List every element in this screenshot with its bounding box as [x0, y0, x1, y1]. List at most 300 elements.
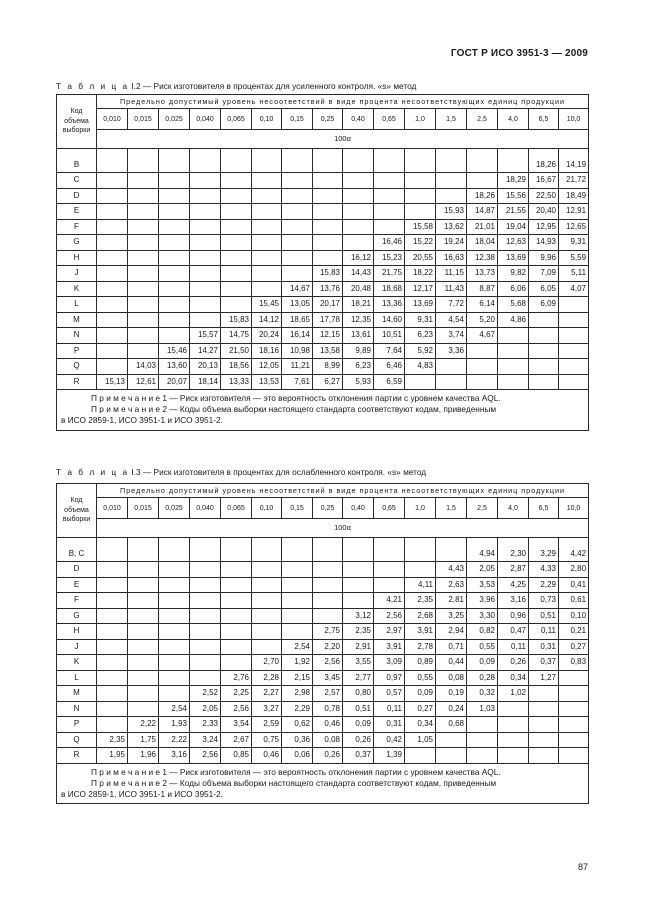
value-cell: [128, 639, 159, 655]
table-caption-i3: [56, 467, 426, 477]
value-cell: 9,96: [529, 250, 559, 266]
value-cell: [282, 219, 313, 235]
value-cell: [159, 219, 190, 235]
note-1: [61, 393, 584, 404]
value-cell: 13,69: [405, 297, 436, 313]
aql-header-cell: 0,015: [128, 498, 159, 519]
value-cell: [252, 204, 282, 220]
value-cell: 13,60: [159, 359, 190, 375]
row-code-cell: N: [57, 701, 97, 717]
value-cell: 0,57: [374, 686, 405, 702]
value-cell: 2,56: [190, 748, 221, 764]
value-cell: 20,55: [405, 250, 436, 266]
kod-header: Код объема выборки: [57, 95, 97, 149]
value-cell: 15,46: [159, 343, 190, 359]
value-cell: 2,30: [498, 538, 529, 562]
value-cell: [559, 297, 589, 313]
value-cell: [436, 748, 467, 764]
value-cell: 2,81: [436, 593, 467, 609]
table-row: [57, 562, 589, 578]
value-cell: 13,58: [313, 343, 343, 359]
value-cell: [190, 538, 221, 562]
value-cell: [97, 173, 128, 189]
value-cell: [128, 235, 159, 251]
value-cell: 21,75: [374, 266, 405, 282]
value-cell: [97, 577, 128, 593]
value-cell: 2,87: [498, 562, 529, 578]
value-cell: 2,22: [159, 732, 190, 748]
value-cell: 2,77: [343, 670, 374, 686]
aql-header-cell: 6,5: [529, 109, 559, 130]
value-cell: [529, 686, 559, 702]
value-cell: [159, 608, 190, 624]
value-cell: 12,05: [252, 359, 282, 375]
value-cell: [559, 717, 589, 733]
value-cell: [97, 717, 128, 733]
value-cell: 5,11: [559, 266, 589, 282]
value-cell: 12,15: [313, 328, 343, 344]
row-code-cell: F: [57, 593, 97, 609]
value-cell: [405, 149, 436, 173]
value-cell: 2,98: [282, 686, 313, 702]
value-cell: [252, 562, 282, 578]
value-cell: [343, 235, 374, 251]
table-row: [57, 374, 589, 390]
value-cell: [221, 562, 252, 578]
value-cell: 19,04: [498, 219, 529, 235]
value-cell: 12,95: [529, 219, 559, 235]
value-cell: [313, 593, 343, 609]
row-code-cell: K: [57, 655, 97, 671]
table-row: [57, 281, 589, 297]
value-cell: [282, 250, 313, 266]
value-cell: [190, 281, 221, 297]
value-cell: [313, 250, 343, 266]
value-cell: [190, 593, 221, 609]
value-cell: [159, 297, 190, 313]
value-cell: [559, 328, 589, 344]
value-cell: 3,74: [436, 328, 467, 344]
value-cell: [190, 639, 221, 655]
value-cell: 17,78: [313, 312, 343, 328]
value-cell: [374, 149, 405, 173]
value-cell: [343, 204, 374, 220]
value-cell: [374, 173, 405, 189]
value-cell: [467, 374, 498, 390]
value-cell: 21,01: [467, 219, 498, 235]
value-cell: [374, 204, 405, 220]
value-cell: 2,67: [221, 732, 252, 748]
value-cell: 5,20: [467, 312, 498, 328]
value-cell: [529, 701, 559, 717]
value-cell: [159, 235, 190, 251]
value-cell: [159, 624, 190, 640]
value-cell: [559, 748, 589, 764]
value-cell: 1,75: [128, 732, 159, 748]
header-row-unit: [57, 519, 589, 538]
value-cell: [128, 188, 159, 204]
value-cell: 2,97: [374, 624, 405, 640]
table-row: [57, 701, 589, 717]
value-cell: 0,34: [498, 670, 529, 686]
value-cell: 13,76: [313, 281, 343, 297]
value-cell: 13,73: [467, 266, 498, 282]
value-cell: [252, 235, 282, 251]
value-cell: 0,34: [405, 717, 436, 733]
value-cell: 0,51: [529, 608, 559, 624]
value-cell: [252, 639, 282, 655]
aql-header-cell: 0,15: [282, 109, 313, 130]
value-cell: 20,13: [190, 359, 221, 375]
value-cell: 14,67: [282, 281, 313, 297]
value-cell: [97, 655, 128, 671]
value-cell: [252, 250, 282, 266]
value-cell: [128, 624, 159, 640]
value-cell: 0,41: [559, 577, 589, 593]
value-cell: 0,47: [498, 624, 529, 640]
value-cell: 0,08: [436, 670, 467, 686]
value-cell: 7,61: [282, 374, 313, 390]
kod-header: Код объема выборки: [57, 484, 97, 538]
row-code-cell: P: [57, 717, 97, 733]
value-cell: 4,67: [467, 328, 498, 344]
value-cell: [529, 359, 559, 375]
value-cell: [221, 297, 252, 313]
value-cell: [159, 173, 190, 189]
value-cell: 15,22: [405, 235, 436, 251]
note-2-continuation: в ИСО 2859-1, ИСО 3951-1 и ИСО 3951-2.: [61, 415, 223, 426]
value-cell: 2,25: [221, 686, 252, 702]
value-cell: 0,08: [313, 732, 343, 748]
table-caption-i2: [56, 81, 416, 91]
value-cell: [343, 593, 374, 609]
value-cell: [282, 173, 313, 189]
row-code-cell: J: [57, 266, 97, 282]
value-cell: [190, 312, 221, 328]
value-cell: 0,27: [559, 639, 589, 655]
row-code-cell: M: [57, 312, 97, 328]
value-cell: [128, 250, 159, 266]
value-cell: 2,22: [128, 717, 159, 733]
table-row: [57, 343, 589, 359]
value-cell: 0,71: [436, 639, 467, 655]
value-cell: [221, 608, 252, 624]
value-cell: 0,96: [498, 608, 529, 624]
value-cell: [374, 219, 405, 235]
aql-header-cell: 0,065: [221, 109, 252, 130]
value-cell: 2,33: [190, 717, 221, 733]
value-cell: [282, 266, 313, 282]
header-row-aql: [57, 109, 589, 130]
value-cell: [313, 235, 343, 251]
value-cell: [313, 219, 343, 235]
header-row-title: [57, 95, 589, 109]
note-1: [61, 767, 584, 778]
value-cell: [436, 538, 467, 562]
value-cell: 11,43: [436, 281, 467, 297]
aql-header-cell: 1,0: [405, 498, 436, 519]
value-cell: [343, 149, 374, 173]
row-code-cell: L: [57, 297, 97, 313]
table-row: [57, 359, 589, 375]
value-cell: [343, 173, 374, 189]
value-cell: 0,26: [313, 748, 343, 764]
row-code-cell: B: [57, 149, 97, 173]
value-cell: 0,46: [252, 748, 282, 764]
value-cell: 3,54: [221, 717, 252, 733]
value-cell: 14,03: [128, 359, 159, 375]
value-cell: [97, 188, 128, 204]
note-1-text: — Риск изготовителя — это вероятность отклонения партии с уровнем качества AQL.: [166, 393, 501, 403]
value-cell: 2,54: [159, 701, 190, 717]
value-cell: [128, 281, 159, 297]
note-2-text: — Коды объема выборки настоящего стандарта соответствуют кодам, приведенным: [166, 404, 497, 415]
value-cell: 0,46: [313, 717, 343, 733]
value-cell: 0,61: [559, 593, 589, 609]
value-cell: [97, 281, 128, 297]
value-cell: 12,38: [467, 250, 498, 266]
table-row: [57, 670, 589, 686]
value-cell: [128, 593, 159, 609]
table-row: [57, 686, 589, 702]
value-cell: 0,85: [221, 748, 252, 764]
value-cell: 0,55: [405, 670, 436, 686]
aql-header-cell: 0,040: [190, 498, 221, 519]
value-cell: 3,24: [190, 732, 221, 748]
value-cell: [97, 250, 128, 266]
value-cell: 18,26: [529, 149, 559, 173]
value-cell: [467, 732, 498, 748]
value-cell: 4,25: [498, 577, 529, 593]
value-cell: [529, 328, 559, 344]
value-cell: [282, 624, 313, 640]
value-cell: [190, 297, 221, 313]
value-cell: [467, 717, 498, 733]
value-cell: 6,09: [529, 297, 559, 313]
value-cell: 6,46: [374, 359, 405, 375]
value-cell: [405, 188, 436, 204]
value-cell: 0,11: [529, 624, 559, 640]
value-cell: 0,82: [467, 624, 498, 640]
row-code-cell: H: [57, 250, 97, 266]
header-row-aql: [57, 498, 589, 519]
value-cell: [467, 359, 498, 375]
value-cell: 2,05: [467, 562, 498, 578]
value-cell: [159, 149, 190, 173]
value-cell: 0,75: [252, 732, 282, 748]
value-cell: [405, 374, 436, 390]
value-cell: 9,31: [405, 312, 436, 328]
table-row: [57, 655, 589, 671]
value-cell: [252, 266, 282, 282]
value-cell: 15,23: [374, 250, 405, 266]
value-cell: 4,21: [374, 593, 405, 609]
note-1-label: П р и м е ч а н и е 1: [91, 393, 167, 403]
value-cell: [190, 266, 221, 282]
value-cell: [159, 670, 190, 686]
row-code-cell: B, C: [57, 538, 97, 562]
value-cell: [221, 593, 252, 609]
value-cell: 3,16: [498, 593, 529, 609]
value-cell: [221, 219, 252, 235]
value-cell: [159, 188, 190, 204]
value-cell: 2,35: [97, 732, 128, 748]
value-cell: 0,78: [313, 701, 343, 717]
value-cell: 15,13: [97, 374, 128, 390]
value-cell: [97, 686, 128, 702]
value-cell: [190, 250, 221, 266]
value-cell: 6,27: [313, 374, 343, 390]
table-row: [57, 219, 589, 235]
value-cell: [467, 343, 498, 359]
value-cell: [97, 538, 128, 562]
value-cell: [97, 593, 128, 609]
aql-title-header: Предельно допустимый уровень несоответствий в виде процента несоответствующих единиц продукции: [97, 95, 589, 109]
aql-header-cell: 1,5: [436, 109, 467, 130]
value-cell: [436, 188, 467, 204]
page-number: 87: [577, 862, 588, 872]
value-cell: [498, 359, 529, 375]
value-cell: 3,29: [529, 538, 559, 562]
value-cell: 21,50: [221, 343, 252, 359]
value-cell: 14,93: [529, 235, 559, 251]
table-row: [57, 312, 589, 328]
value-cell: [190, 562, 221, 578]
value-cell: [97, 562, 128, 578]
table-row: [57, 538, 589, 562]
value-cell: 11,15: [436, 266, 467, 282]
value-cell: [436, 732, 467, 748]
value-cell: 19,24: [436, 235, 467, 251]
value-cell: 4,43: [436, 562, 467, 578]
value-cell: [128, 173, 159, 189]
value-cell: 20,07: [159, 374, 190, 390]
value-cell: [159, 639, 190, 655]
aql-header-cell: 4,0: [498, 109, 529, 130]
value-cell: 18,49: [559, 188, 589, 204]
value-cell: [498, 748, 529, 764]
value-cell: 9,82: [498, 266, 529, 282]
value-cell: [498, 328, 529, 344]
value-cell: 0,11: [374, 701, 405, 717]
value-cell: 0,73: [529, 593, 559, 609]
value-cell: [313, 562, 343, 578]
value-cell: 15,58: [405, 219, 436, 235]
aql-header-cell: 4,0: [498, 498, 529, 519]
note-1-text: — Риск изготовителя — это вероятность отклонения партии с уровнем качества AQL.: [166, 766, 501, 777]
note-2-label: П р и м е ч а н и е 2: [91, 404, 167, 415]
value-cell: [436, 359, 467, 375]
row-code-cell: E: [57, 577, 97, 593]
value-cell: [97, 343, 128, 359]
value-cell: [405, 748, 436, 764]
value-cell: 6,05: [529, 281, 559, 297]
value-cell: [374, 538, 405, 562]
row-code-cell: G: [57, 235, 97, 251]
value-cell: 4,54: [436, 312, 467, 328]
value-cell: [97, 328, 128, 344]
row-code-cell: D: [57, 188, 97, 204]
value-cell: [467, 748, 498, 764]
row-code-cell: L: [57, 670, 97, 686]
value-cell: 2,57: [313, 686, 343, 702]
value-cell: [221, 235, 252, 251]
value-cell: [128, 328, 159, 344]
table-row: [57, 717, 589, 733]
value-cell: [159, 655, 190, 671]
value-cell: [282, 577, 313, 593]
value-cell: 18,26: [467, 188, 498, 204]
value-cell: 21,55: [498, 204, 529, 220]
value-cell: 1,27: [529, 670, 559, 686]
value-cell: [529, 374, 559, 390]
value-cell: [252, 593, 282, 609]
value-cell: [159, 266, 190, 282]
value-cell: 15,93: [436, 204, 467, 220]
value-cell: 0,68: [436, 717, 467, 733]
value-cell: [436, 374, 467, 390]
value-cell: 2,35: [405, 593, 436, 609]
value-cell: [282, 538, 313, 562]
value-cell: 1,96: [128, 748, 159, 764]
value-cell: 4,42: [559, 538, 589, 562]
value-cell: [190, 655, 221, 671]
value-cell: [252, 281, 282, 297]
value-cell: 6,23: [343, 359, 374, 375]
value-cell: 10,51: [374, 328, 405, 344]
value-cell: [128, 701, 159, 717]
value-cell: [252, 577, 282, 593]
table-notes: [57, 763, 589, 804]
value-cell: [282, 235, 313, 251]
value-cell: 5,59: [559, 250, 589, 266]
caption-text: I.3 — Риск изготовителя в процентах для ослабленного контроля. «s» метод: [129, 467, 427, 477]
value-cell: [559, 701, 589, 717]
value-cell: [252, 188, 282, 204]
document-code: ГОСТ Р ИСО 3951-3 — 2009: [450, 48, 588, 59]
value-cell: [559, 359, 589, 375]
value-cell: [498, 374, 529, 390]
value-cell: [405, 173, 436, 189]
aql-header-cell: 0,015: [128, 109, 159, 130]
value-cell: 2,56: [221, 701, 252, 717]
value-cell: [313, 608, 343, 624]
value-cell: 3,91: [405, 624, 436, 640]
value-cell: 13,33: [221, 374, 252, 390]
value-cell: [128, 149, 159, 173]
value-cell: 5,92: [405, 343, 436, 359]
table-row: [57, 250, 589, 266]
table-row: [57, 593, 589, 609]
aql-header-cell: 0,010: [97, 498, 128, 519]
value-cell: [221, 173, 252, 189]
value-cell: [467, 173, 498, 189]
value-cell: [313, 577, 343, 593]
value-cell: 0,83: [559, 655, 589, 671]
value-cell: [190, 173, 221, 189]
value-cell: [529, 343, 559, 359]
value-cell: [221, 149, 252, 173]
value-cell: [128, 608, 159, 624]
value-cell: 13,61: [343, 328, 374, 344]
value-cell: [252, 149, 282, 173]
value-cell: [97, 312, 128, 328]
value-cell: 15,57: [190, 328, 221, 344]
value-cell: [405, 562, 436, 578]
value-cell: 13,53: [252, 374, 282, 390]
value-cell: 0,19: [436, 686, 467, 702]
value-cell: 12,91: [559, 204, 589, 220]
